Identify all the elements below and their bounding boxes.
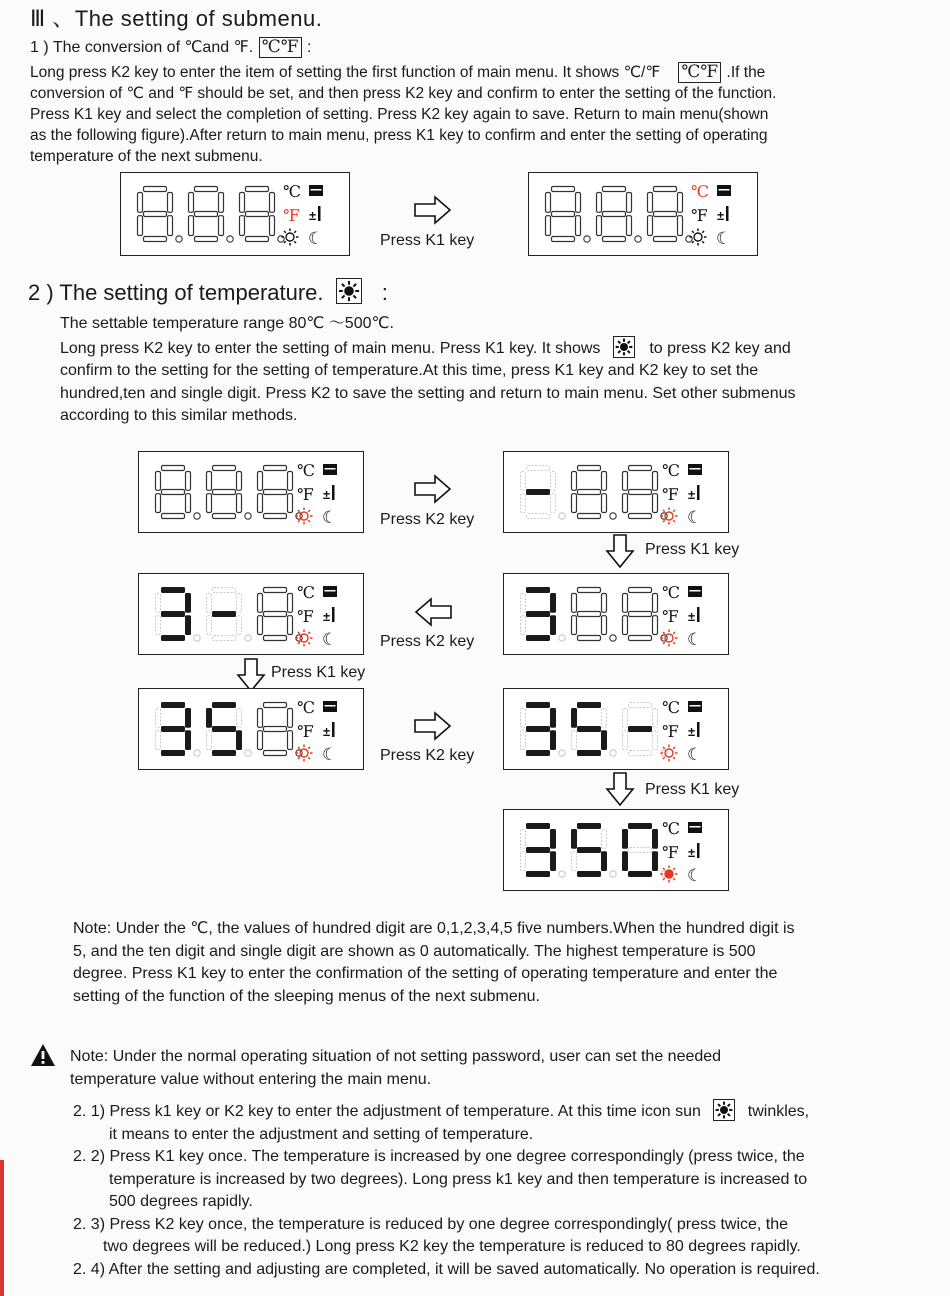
lcd-dot <box>610 871 616 877</box>
fahrenheit-icon: ℉ <box>662 607 679 626</box>
arrow-down-icon <box>605 771 635 812</box>
arrow-right-icon <box>413 711 453 746</box>
sun-icon <box>296 745 313 762</box>
moon-icon: ☾ <box>687 745 703 764</box>
celsius-icon: ℃ <box>283 182 301 201</box>
arrow-left-icon <box>413 597 453 632</box>
thermometer-icon: ± <box>309 208 317 223</box>
adjustment-list <box>73 1099 913 1281</box>
list-item: 2. 4) After the setting and adjusting are completed, it will be saved automatically. No operation is required. <box>73 1260 820 1278</box>
lcd-display <box>138 688 364 770</box>
thermometer-icon: ± <box>323 724 331 739</box>
lcd-digit <box>648 187 683 242</box>
lcd-digit <box>623 466 658 519</box>
note-2: Note: Under the normal operating situation of not setting password, user can set the needed temperature value without entering the main menu. <box>70 1048 722 1088</box>
cf-icon-box-inline: ℃℉ <box>678 62 721 83</box>
fahrenheit-icon: ℉ <box>283 206 300 225</box>
sun-icon <box>296 508 313 525</box>
lcd-digit <box>258 703 293 756</box>
thermometer-icon: ± <box>688 609 696 624</box>
lcd-digits <box>139 452 363 532</box>
lcd-dot <box>559 750 565 756</box>
lcd-digits <box>139 689 363 769</box>
sun-icon <box>296 630 313 647</box>
thermometer-icon: ± <box>688 724 696 739</box>
lcd-digit <box>156 466 191 519</box>
fahrenheit-icon: ℉ <box>662 485 679 504</box>
moon-icon: ☾ <box>687 630 703 649</box>
caption-press-k2: Press K2 key <box>380 747 475 764</box>
sun-icon-box <box>713 1099 735 1121</box>
lcd-digit <box>206 702 242 756</box>
lcd-dot <box>194 635 200 641</box>
lcd-dot <box>610 513 616 519</box>
caption-press-k1: Press K1 key <box>380 232 475 249</box>
lcd-digit <box>571 702 607 756</box>
moon-icon: ☾ <box>322 630 338 649</box>
arrow-right-icon <box>413 474 453 509</box>
lcd-dot <box>635 236 641 242</box>
thermometer-icon: ± <box>323 487 331 502</box>
lcd-digit <box>622 823 658 877</box>
lcd-digit <box>207 588 242 641</box>
list-item: 2. 3) Press K2 key once, the temperature is reduced by one degree correspondingly( press twice, the <box>73 1215 789 1233</box>
sun-icon-box <box>613 336 635 358</box>
lcd-digit <box>258 588 293 641</box>
list-item: temperature is increased by two degrees). Long press k1 key and then temperature is increased to <box>109 1170 808 1188</box>
lcd-digit <box>138 187 173 242</box>
caption-press-k1: Press K1 key <box>645 541 740 558</box>
lcd-digit <box>258 466 293 519</box>
lcd-digit <box>623 703 658 756</box>
sun-icon <box>661 630 678 647</box>
lcd-display <box>138 573 364 655</box>
celsius-icon: ℃ <box>297 583 315 602</box>
celsius-icon: ℃ <box>662 461 680 480</box>
fahrenheit-icon: ℉ <box>662 843 679 862</box>
lcd-display <box>503 688 729 770</box>
lcd-digit <box>571 823 607 877</box>
lcd-dot <box>559 513 565 519</box>
lcd-display <box>120 172 350 256</box>
lcd-digits <box>504 810 728 890</box>
lcd-digit <box>572 466 607 519</box>
list-item: 2. 2) Press K1 key once. The temperature is increased by one degree correspondingly (press twice, the <box>73 1148 805 1165</box>
lcd-digits <box>139 574 363 654</box>
lcd-digit <box>240 187 275 242</box>
lcd-display <box>528 172 758 256</box>
celsius-icon: ℃ <box>662 819 680 838</box>
moon-icon: ☾ <box>687 508 703 527</box>
lcd-dot <box>245 635 251 641</box>
paragraph-2: The settable temperature range 80℃ ～500℃. Long press K2 key to enter the setting of main menu. Press K1 key. It shows to press K2 key and confirm to the setting for the setting of temperature.At this time, press K1 key and K2 key to set the hundred,ten and single digit. Press K2 to save the setting and return to main menu. Set other submenus according to this similar methods. <box>60 315 796 424</box>
lcd-digit <box>572 588 607 641</box>
warning-icon <box>30 1043 56 1067</box>
thermometer-icon: ± <box>323 609 331 624</box>
lcd-digit <box>597 187 632 242</box>
lcd-digits <box>504 574 728 654</box>
sun-icon <box>661 745 678 762</box>
lcd-dot <box>227 236 233 242</box>
lcd-dot <box>584 236 590 242</box>
celsius-icon: ℃ <box>297 461 315 480</box>
lcd-digit <box>156 587 192 641</box>
fahrenheit-icon: ℉ <box>297 607 314 626</box>
edge-mark <box>0 1160 4 1296</box>
lcd-digit <box>156 702 192 756</box>
arrow-down-icon <box>605 533 635 574</box>
lcd-dot <box>559 871 565 877</box>
fahrenheit-icon: ℉ <box>297 485 314 504</box>
lcd-display <box>503 573 729 655</box>
moon-icon: ☾ <box>322 508 338 527</box>
celsius-icon: ℃ <box>662 698 680 717</box>
caption-press-k2: Press K2 key <box>380 511 475 528</box>
celsius-icon: ℃ <box>691 182 709 201</box>
moon-icon: ☾ <box>322 745 338 764</box>
lcd-digit <box>546 187 581 242</box>
lcd-digit <box>521 823 557 877</box>
sun-icon-box <box>336 278 362 304</box>
caption-press-k1: Press K1 key <box>645 781 740 798</box>
fahrenheit-icon: ℉ <box>297 722 314 741</box>
lcd-digit <box>521 466 556 519</box>
lcd-dot <box>559 635 565 641</box>
moon-icon: ☾ <box>308 229 324 248</box>
moon-icon: ☾ <box>716 229 732 248</box>
lcd-display <box>503 451 729 533</box>
lcd-dot <box>176 236 182 242</box>
lcd-dot <box>245 750 251 756</box>
lcd-display <box>138 451 364 533</box>
arrow-right-icon <box>413 195 453 230</box>
list-item: 2. 1) Press k1 key or K2 key to enter the adjustment of temperature. At this time icon sun twinkles, <box>73 1099 913 1124</box>
list-item: 500 degrees rapidly. <box>109 1193 253 1210</box>
celsius-icon: ℃ <box>662 583 680 602</box>
section-title: Ⅲ 、The setting of submenu. <box>30 6 323 31</box>
thermometer-icon: ± <box>688 487 696 502</box>
lcd-dot <box>610 635 616 641</box>
lcd-digit <box>623 588 658 641</box>
lcd-digit <box>207 466 242 519</box>
lcd-digits <box>504 452 728 532</box>
moon-icon: ☾ <box>687 866 703 885</box>
sun-icon <box>661 866 678 883</box>
lcd-dot <box>610 750 616 756</box>
subsection-1-title: 1 ) The conversion of ℃and ℉. ℃℉ : <box>30 37 312 57</box>
lcd-digits <box>529 173 757 255</box>
thermometer-icon: ± <box>717 208 725 223</box>
note-1: Note: Under the ℃, the values of hundred digit are 0,1,2,3,4,5 five numbers.When the hundred digit is 5, and the ten digit and single digit are shown as 0 automatically. The highest temperature is 500 degree. Press K1 key to enter the confirmation of the setting of operating temperature and enter the setting of the function of the sleeping menus of the next submenu. <box>73 920 795 1005</box>
lcd-digit <box>521 587 557 641</box>
fahrenheit-icon: ℉ <box>691 206 708 225</box>
lcd-display <box>503 809 729 891</box>
lcd-dot <box>194 513 200 519</box>
lcd-digits <box>121 173 349 255</box>
list-item: two degrees will be reduced.) Long press K2 key the temperature is reduced to 80 degrees rapidly. <box>103 1238 801 1255</box>
paragraph-1: Long press K2 key to enter the item of setting the first function of main menu. It shows ℃/℉ ℃℉ .If the conversion of ℃ and ℉ should be set, and then press K2 key and confirm to enter the setting of the function. Press K1 key and select the completion of setting. Press K2 key again to save. Return to main menu(shown as the following figure).After return to main menu, press K1 key to confirm and enter the setting of operating temperature of the next submenu. <box>30 62 777 165</box>
lcd-digit <box>189 187 224 242</box>
sun-icon <box>661 508 678 525</box>
lcd-dot <box>194 750 200 756</box>
cf-icon-box: ℃℉ <box>259 37 302 58</box>
caption-press-k2: Press K2 key <box>380 633 475 650</box>
list-item: it means to enter the adjustment and setting of temperature. <box>109 1125 534 1143</box>
thermometer-icon: ± <box>688 845 696 860</box>
lcd-dot <box>245 513 251 519</box>
lcd-digit <box>521 702 557 756</box>
caption-press-k1: Press K1 key <box>271 664 366 681</box>
celsius-icon: ℃ <box>297 698 315 717</box>
subsection-2-title: 2 ) The setting of temperature. : <box>28 280 388 305</box>
lcd-digits <box>504 689 728 769</box>
fahrenheit-icon: ℉ <box>662 722 679 741</box>
